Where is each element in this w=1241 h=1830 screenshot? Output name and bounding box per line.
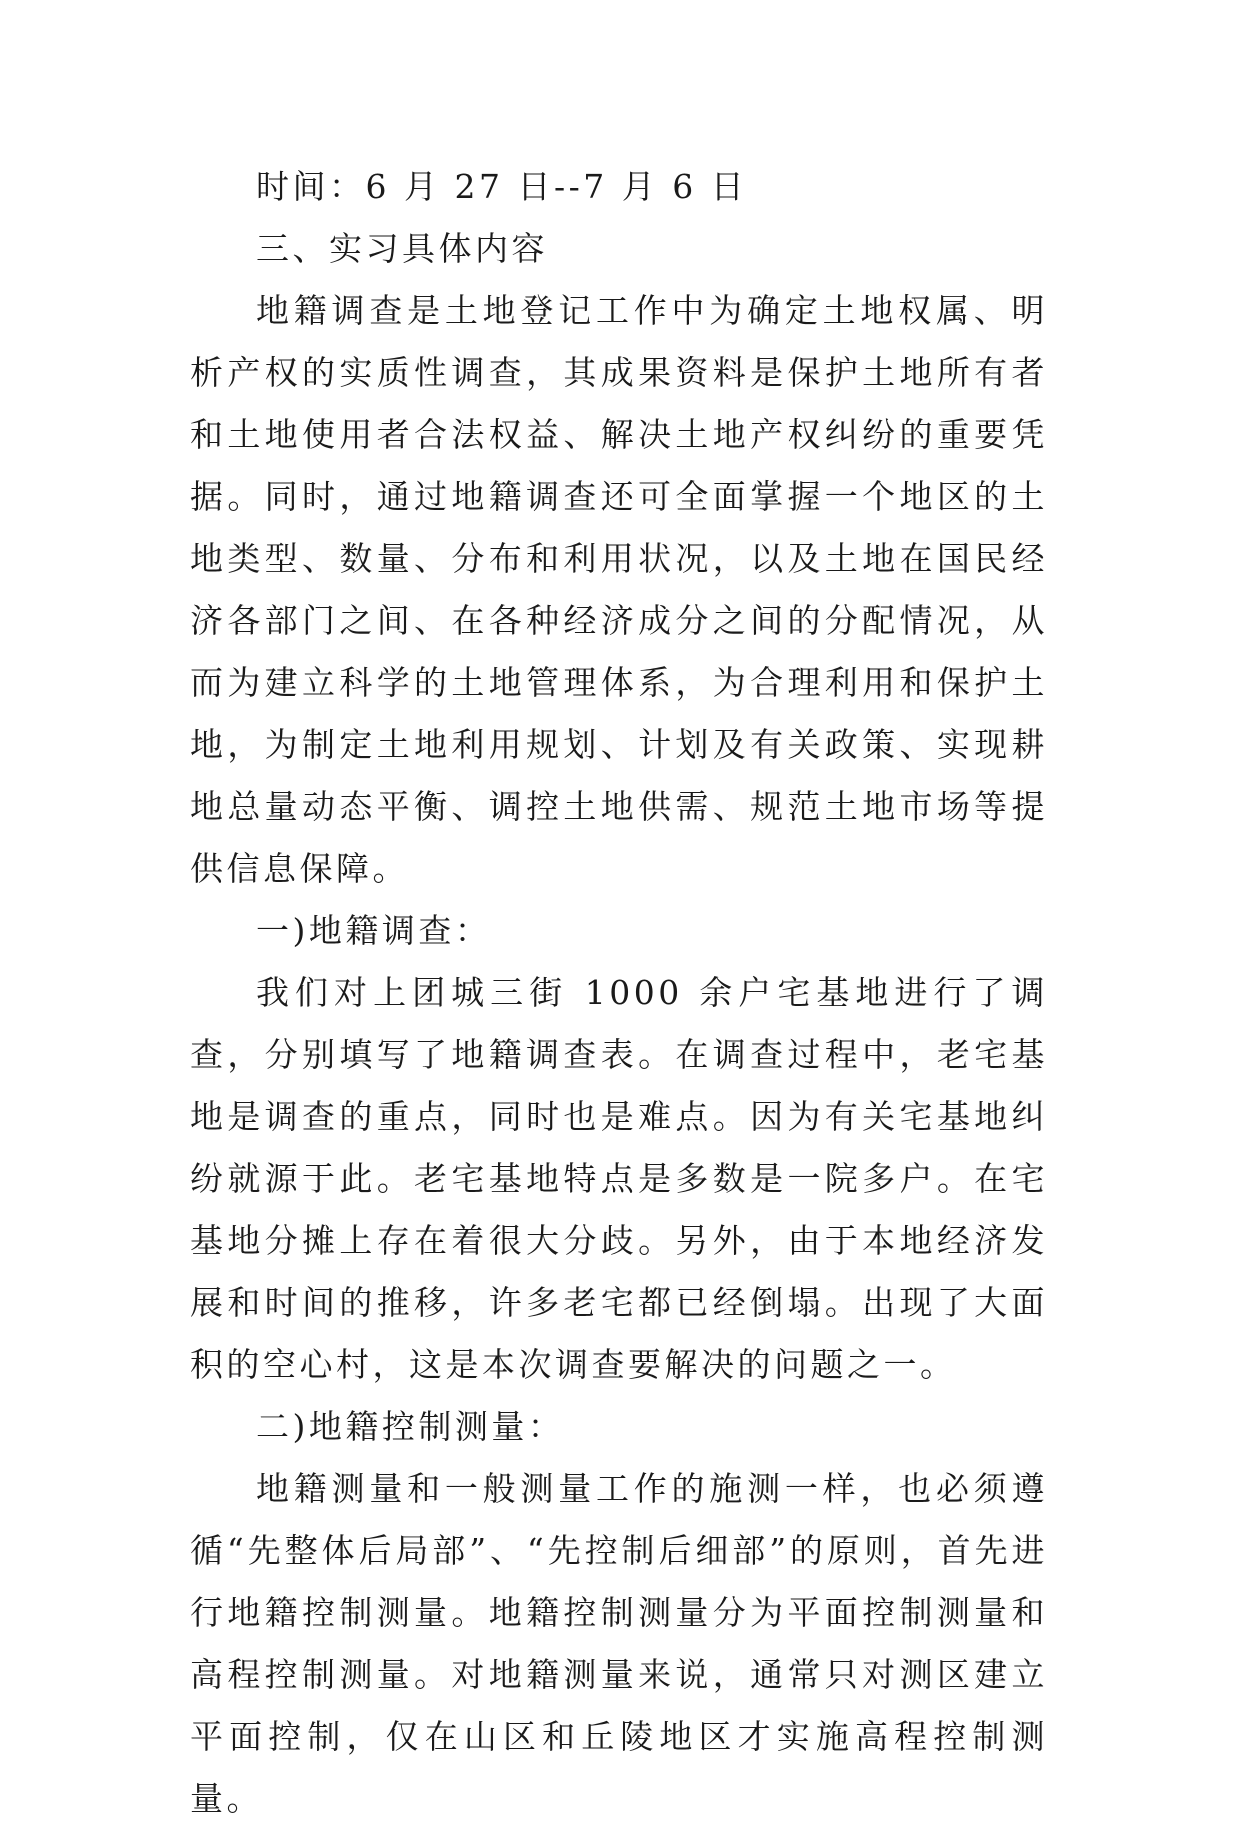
paragraph-time: 时间：6 月 27 日--7 月 6 日 bbox=[256, 167, 748, 206]
paragraph-control-survey: 地籍测量和一般测量工作的施测一样，也必须遵循“先整体后局部”、“先控制后细部”的原则，首先进行地籍控制测量。地籍控制测量分为平面控制测量和高程控制测量。对地籍测量来说，通常只对测区建立平面控制，仅在山区和丘陵地区才实施高程控制测量。 bbox=[190, 1469, 1048, 1818]
paragraph-cadastral-intro: 地籍调查是土地登记工作中为确定土地权属、明析产权的实质性调查，其成果资料是保护土地所有者和土地使用者合法权益、解决土地产权纠纷的重要凭据。同时，通过地籍调查还可全面掌握一个地区的土地类型、数量、分布和利用状况，以及土地在国民经济各部门之间、在各种经济成分之间的分配情况，从而为建立科学的土地管理体系，为合理利用和保护土地，为制定土地利用规划、计划及有关政策、实现耕地总量动态平衡、调控土地供需、规范土地市场等提供信息保障。 bbox=[190, 291, 1048, 888]
paragraph-cadastral-survey: 我们对上团城三街 1000 余户宅基地进行了调查，分别填写了地籍调查表。在调查过程中，老宅基地是调查的重点，同时也是难点。因为有关宅基地纠纷就源于此。老宅基地特点是多数是一院多户。在宅基地分摊上存在着很大分歧。另外，由于本地经济发展和时间的推移，许多老宅都已经倒塌。出现了大面积的空心村，这是本次调查要解决的问题之一。 bbox=[190, 973, 1048, 1384]
document-body bbox=[190, 156, 1048, 1830]
heading-control-survey: 二)地籍控制测量： bbox=[256, 1407, 565, 1446]
heading-cadastral-survey: 一)地籍调查： bbox=[256, 911, 492, 950]
heading-internship-content: 三、实习具体内容 bbox=[256, 229, 548, 268]
